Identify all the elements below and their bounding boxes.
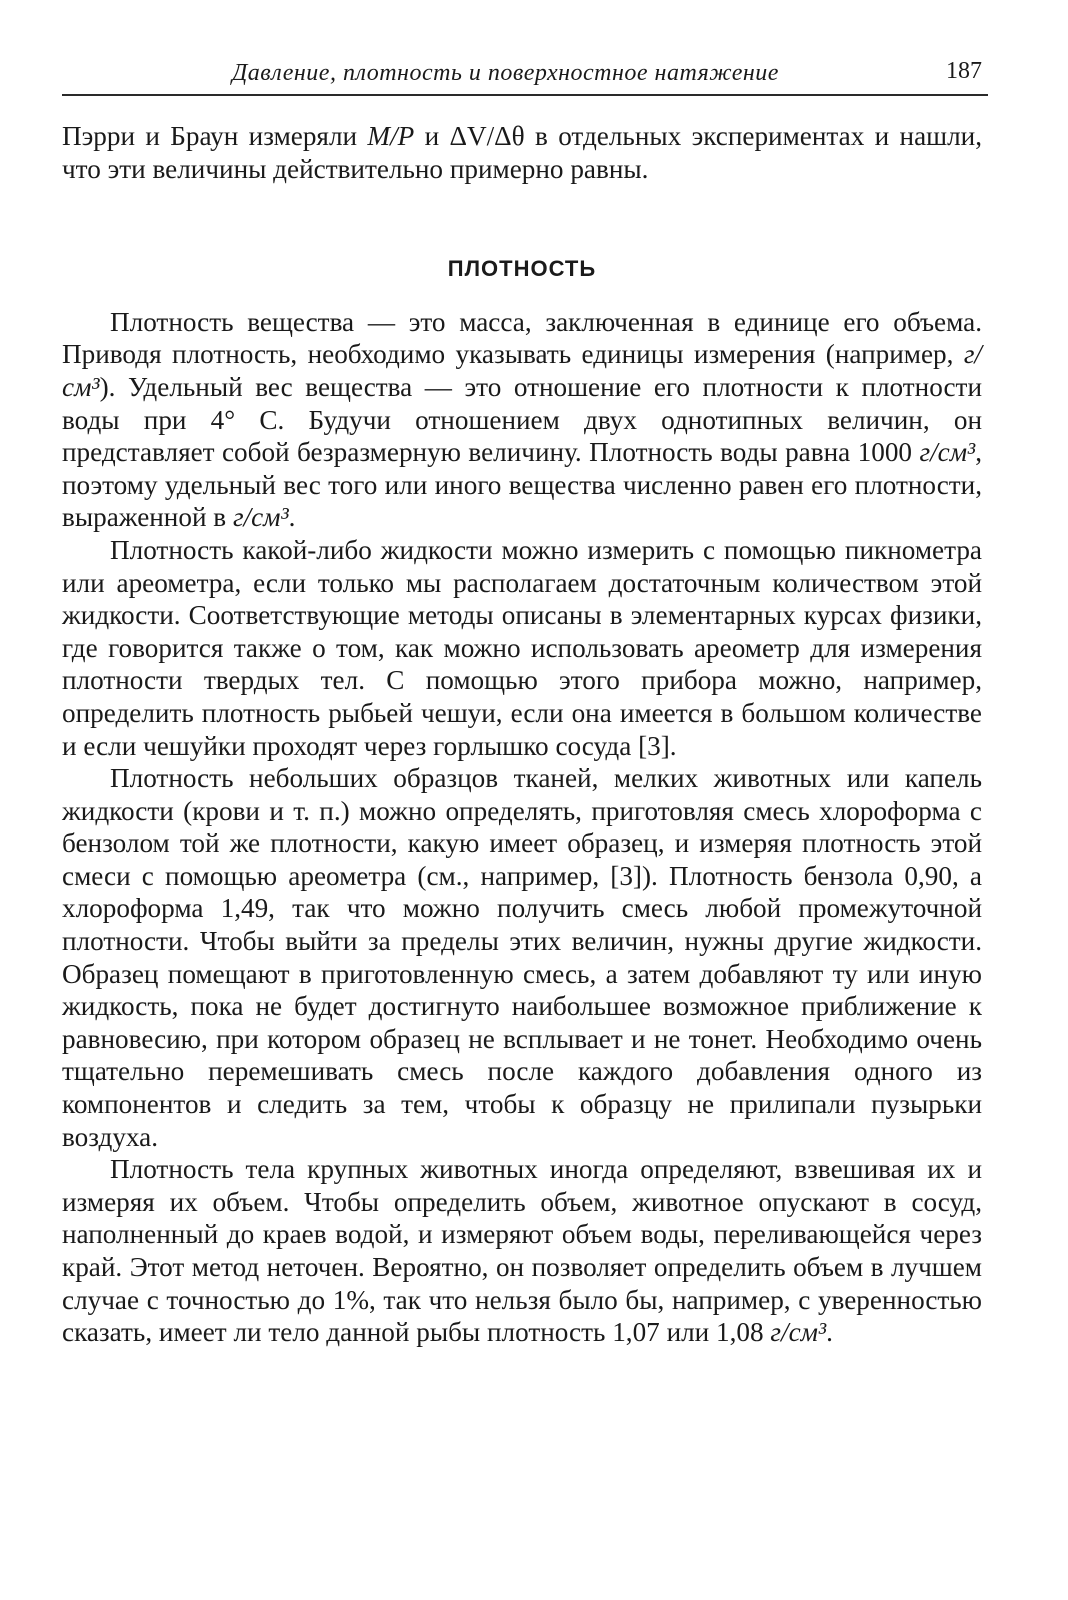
- page-number: 187: [946, 58, 982, 84]
- paragraph-tissue-density: Плотность небольших образцов тканей, мелких животных или капель жидкости (крови и т. п.) можно определять, приготовляя смесь хлороформа с бензолом той же плотности, какую имеет образец, и измеряя плотность этой смеси с помощью ареометра (см., например, [3]). Плотность бензола 0,90, а хлороформа 1,49, так что можно получить смесь любой промежуточной плотности. Чтобы выйти за пределы этих величин, нужны другие жидкости. Образец помещают в приготовленную смесь, а затем добавляют ту или иную жидкость, пока не будет достигнуто наибольшее возможное приближение к равновесию, при котором образец не всплывает и не тонет. Необходимо очень тщательно перемешивать смесь после каждого добавления одного из компонентов и следить за тем, чтобы к образцу не прилипали пузырьки воздуха.: [62, 763, 982, 1152]
- paragraph-text: Плотность вещества — это масса, заключенная в единице его объема. Приводя плотность, необходимо указывать единицы измерения (например,: [62, 306, 982, 370]
- paragraph-animal-density: [62, 1153, 982, 1349]
- paragraph-text: .: [826, 1317, 833, 1348]
- page-body: [62, 120, 982, 1349]
- paragraph-text: .: [288, 502, 296, 533]
- header-rule: [62, 94, 988, 96]
- page-header: [62, 58, 990, 92]
- unit-g-cm3: г/см³: [62, 339, 982, 402]
- unit-g-cm3: г/см³: [770, 1317, 827, 1348]
- running-title: Давление, плотность и поверхностное натяжение: [232, 60, 779, 86]
- paragraph-text: ). Удельный вес вещества — это отношение его плотности к плотности воды при 4° С. Будучи отношением двух однотипных величин, он представляет собой безразмерную величину. Плотность воды равна 1000: [62, 371, 982, 468]
- unit-g-cm3: г/см³: [232, 502, 289, 533]
- paragraph-text: , поэтому удельный вес того или иного вещества численно равен его плотности, выраженной в: [62, 437, 982, 533]
- paragraph-text: Пэрри и Браун измеряли: [62, 121, 368, 151]
- paragraph-continuation: [62, 120, 982, 185]
- paragraph-text: Плотность тела крупных животных иногда определяют, взвешивая их и измеряя их объем. Чтобы определить объем, животное опускают в сосуд, наполненный до краев водой, и измеряют объем воды, переливающейся через край. Этот метод неточен. Вероятно, он позволяет определить объем в лучшем случае с точностью до 1%, так что нельзя было бы, например, с уверенностью сказать, имеет ли тело данной рыбы плотность 1,07 или 1,08: [62, 1154, 982, 1348]
- formula-m-over-p: M/P: [367, 121, 415, 151]
- section-heading: ПЛОТНОСТЬ: [447, 256, 597, 282]
- paragraph-text: и ΔV/Δθ в отдельных экспериментах и нашли, что эти величины действительно примерно равны.: [62, 121, 983, 184]
- paragraph-density-definition: [62, 306, 982, 534]
- paragraph-liquid-density: Плотность какой-либо жидкости можно измерить с помощью пикнометра или ареометра, если только мы располагаем достаточным количеством этой жидкости. Соответствующие методы описаны в элементарных курсах физики, где говорится также о том, как можно использовать ареометр для измерения плотности твердых тел. С помощью этого прибора можно, например, определить плотность рыбьей чешуи, если она имеется в большом количестве и если чешуйки проходят через горлышко сосуда [3].: [62, 534, 982, 761]
- unit-g-cm3: г/см³: [919, 437, 976, 468]
